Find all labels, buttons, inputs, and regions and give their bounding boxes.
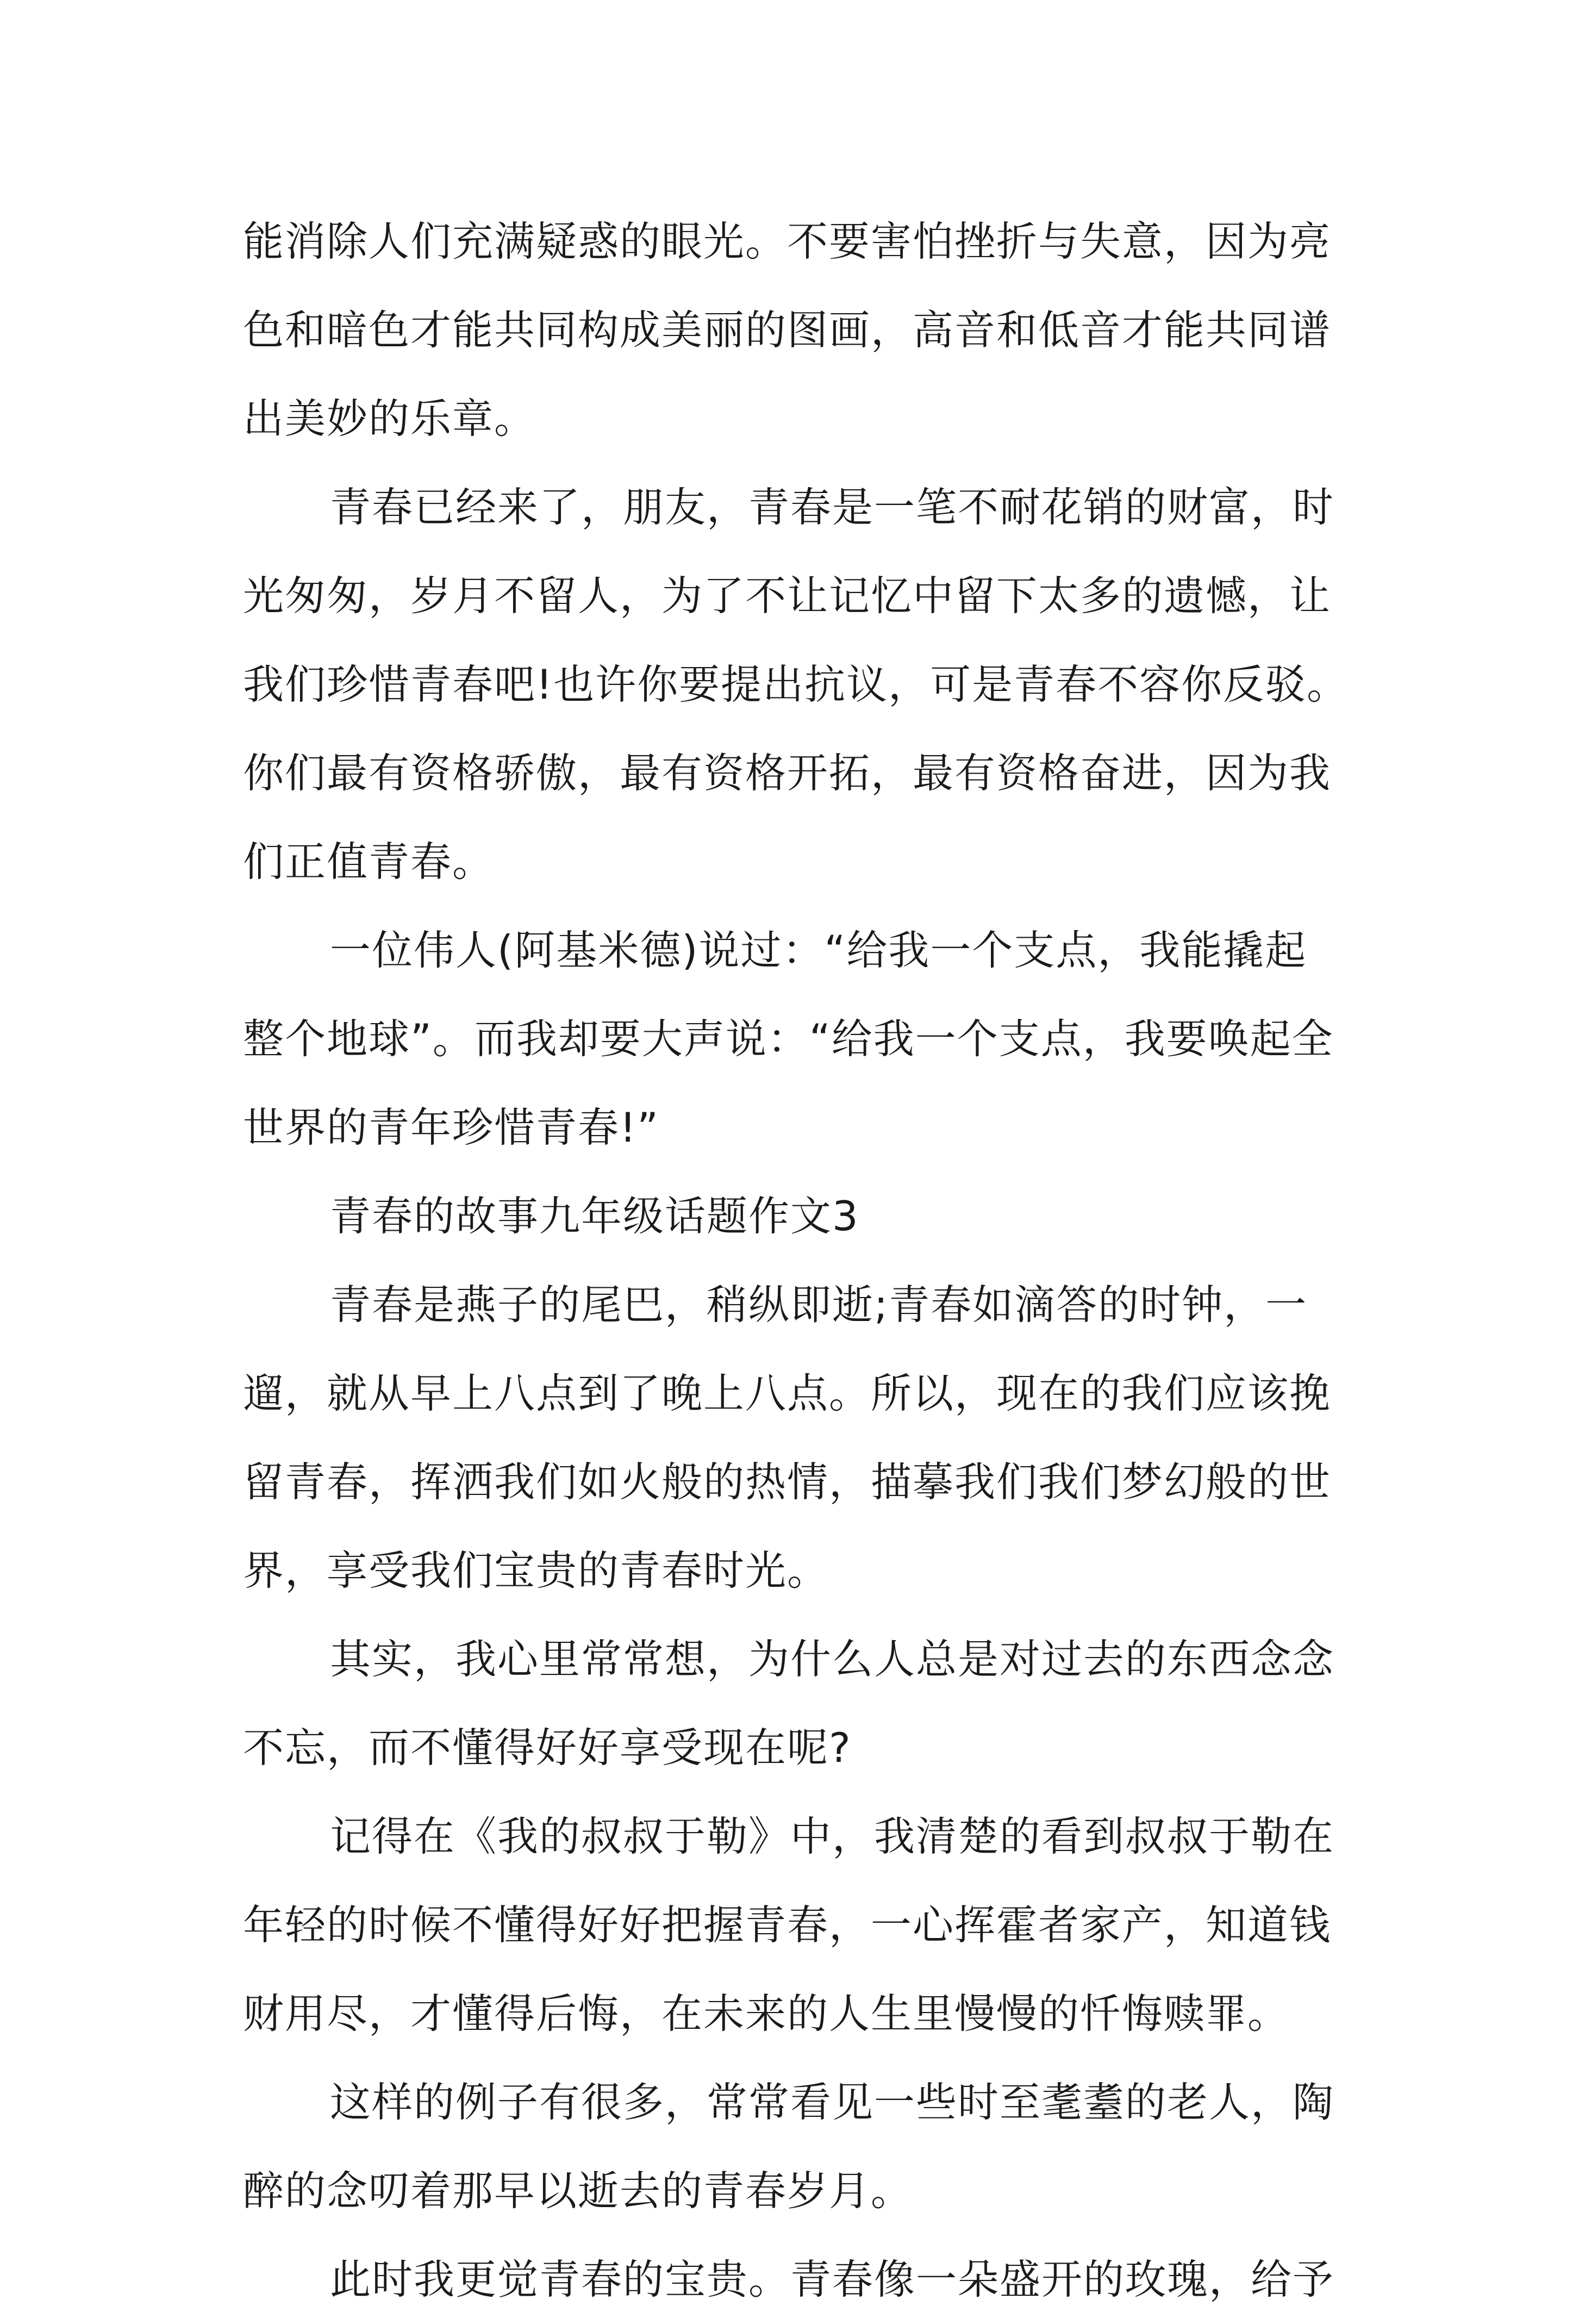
document-body bbox=[243, 197, 1349, 2324]
text-line: 青春已经来了，朋友，青春是一笔不耐花销的财富，时 bbox=[330, 483, 1335, 531]
text-line: 们正值青春。 bbox=[243, 838, 495, 886]
text-line: 色和暗色才能共同构成美丽的图画，高音和低音才能共同谱 bbox=[243, 306, 1332, 354]
text-line: 这样的例子有很多，常常看见一些时至耄耋的老人，陶 bbox=[330, 2078, 1335, 2126]
paragraph-2 bbox=[243, 463, 1349, 906]
section-heading bbox=[243, 1172, 1346, 1261]
text-line: 其实，我心里常常想，为什么人总是对过去的东西念念 bbox=[330, 1635, 1335, 1683]
text-line: 财用尽，才懂得后悔，在未来的人生里慢慢的忏悔赎罪。 bbox=[243, 1990, 1290, 2038]
paragraph-5 bbox=[243, 1261, 1346, 1615]
text-line: 出美妙的乐章。 bbox=[243, 395, 536, 443]
paragraph-6 bbox=[243, 1615, 1346, 1792]
heading-line: 青春的故事九年级话题作文3 bbox=[330, 1192, 859, 1240]
text-line: 我们珍惜青春吧!也许你要提出抗议，可是青春不容你反驳。 bbox=[243, 661, 1349, 708]
text-line: 光匆匆，岁月不留人，为了不让记忆中留下太多的遗憾，让 bbox=[243, 572, 1332, 620]
text-line: 一位伟人(阿基米德)说过：“给我一个支点，我能撬起 bbox=[330, 926, 1307, 974]
text-line: 记得在《我的叔叔于勒》中，我清楚的看到叔叔于勒在 bbox=[330, 1812, 1335, 1860]
text-line: 能消除人们充满疑惑的眼光。不要害怕挫折与失意，因为亮 bbox=[243, 217, 1332, 265]
text-line: 整个地球”。而我却要大声说：“给我一个支点，我要唤起全 bbox=[243, 1015, 1334, 1063]
text-line: 此时我更觉青春的宝贵。青春像一朵盛开的玫瑰，给予 bbox=[330, 2256, 1335, 2303]
text-line: 世界的青年珍惜青春!” bbox=[243, 1104, 659, 1151]
text-line: 不忘，而不懂得好好享受现在呢? bbox=[243, 1724, 852, 1772]
paragraph-3 bbox=[243, 906, 1346, 1172]
paragraph-1 bbox=[243, 197, 1346, 463]
text-line: 醉的念叨着那早以逝去的青春岁月。 bbox=[243, 2167, 913, 2215]
paragraph-9 bbox=[243, 2235, 1346, 2324]
text-line: 青春是燕子的尾巴，稍纵即逝;青春如滴答的时钟，一 bbox=[330, 1281, 1308, 1329]
paragraph-7 bbox=[243, 1792, 1346, 2058]
text-line: 遛，就从早上八点到了晚上八点。所以，现在的我们应该挽 bbox=[243, 1369, 1332, 1417]
text-line: 留青春，挥洒我们如火般的热情，描摹我们我们梦幻般的世 bbox=[243, 1458, 1332, 1506]
paragraph-8 bbox=[243, 2058, 1346, 2235]
text-line: 年轻的时候不懂得好好把握青春，一心挥霍者家产，知道钱 bbox=[243, 1901, 1332, 1949]
text-line: 你们最有资格骄傲，最有资格开拓，最有资格奋进，因为我 bbox=[243, 749, 1332, 797]
text-line: 界，享受我们宝贵的青春时光。 bbox=[243, 1547, 829, 1594]
